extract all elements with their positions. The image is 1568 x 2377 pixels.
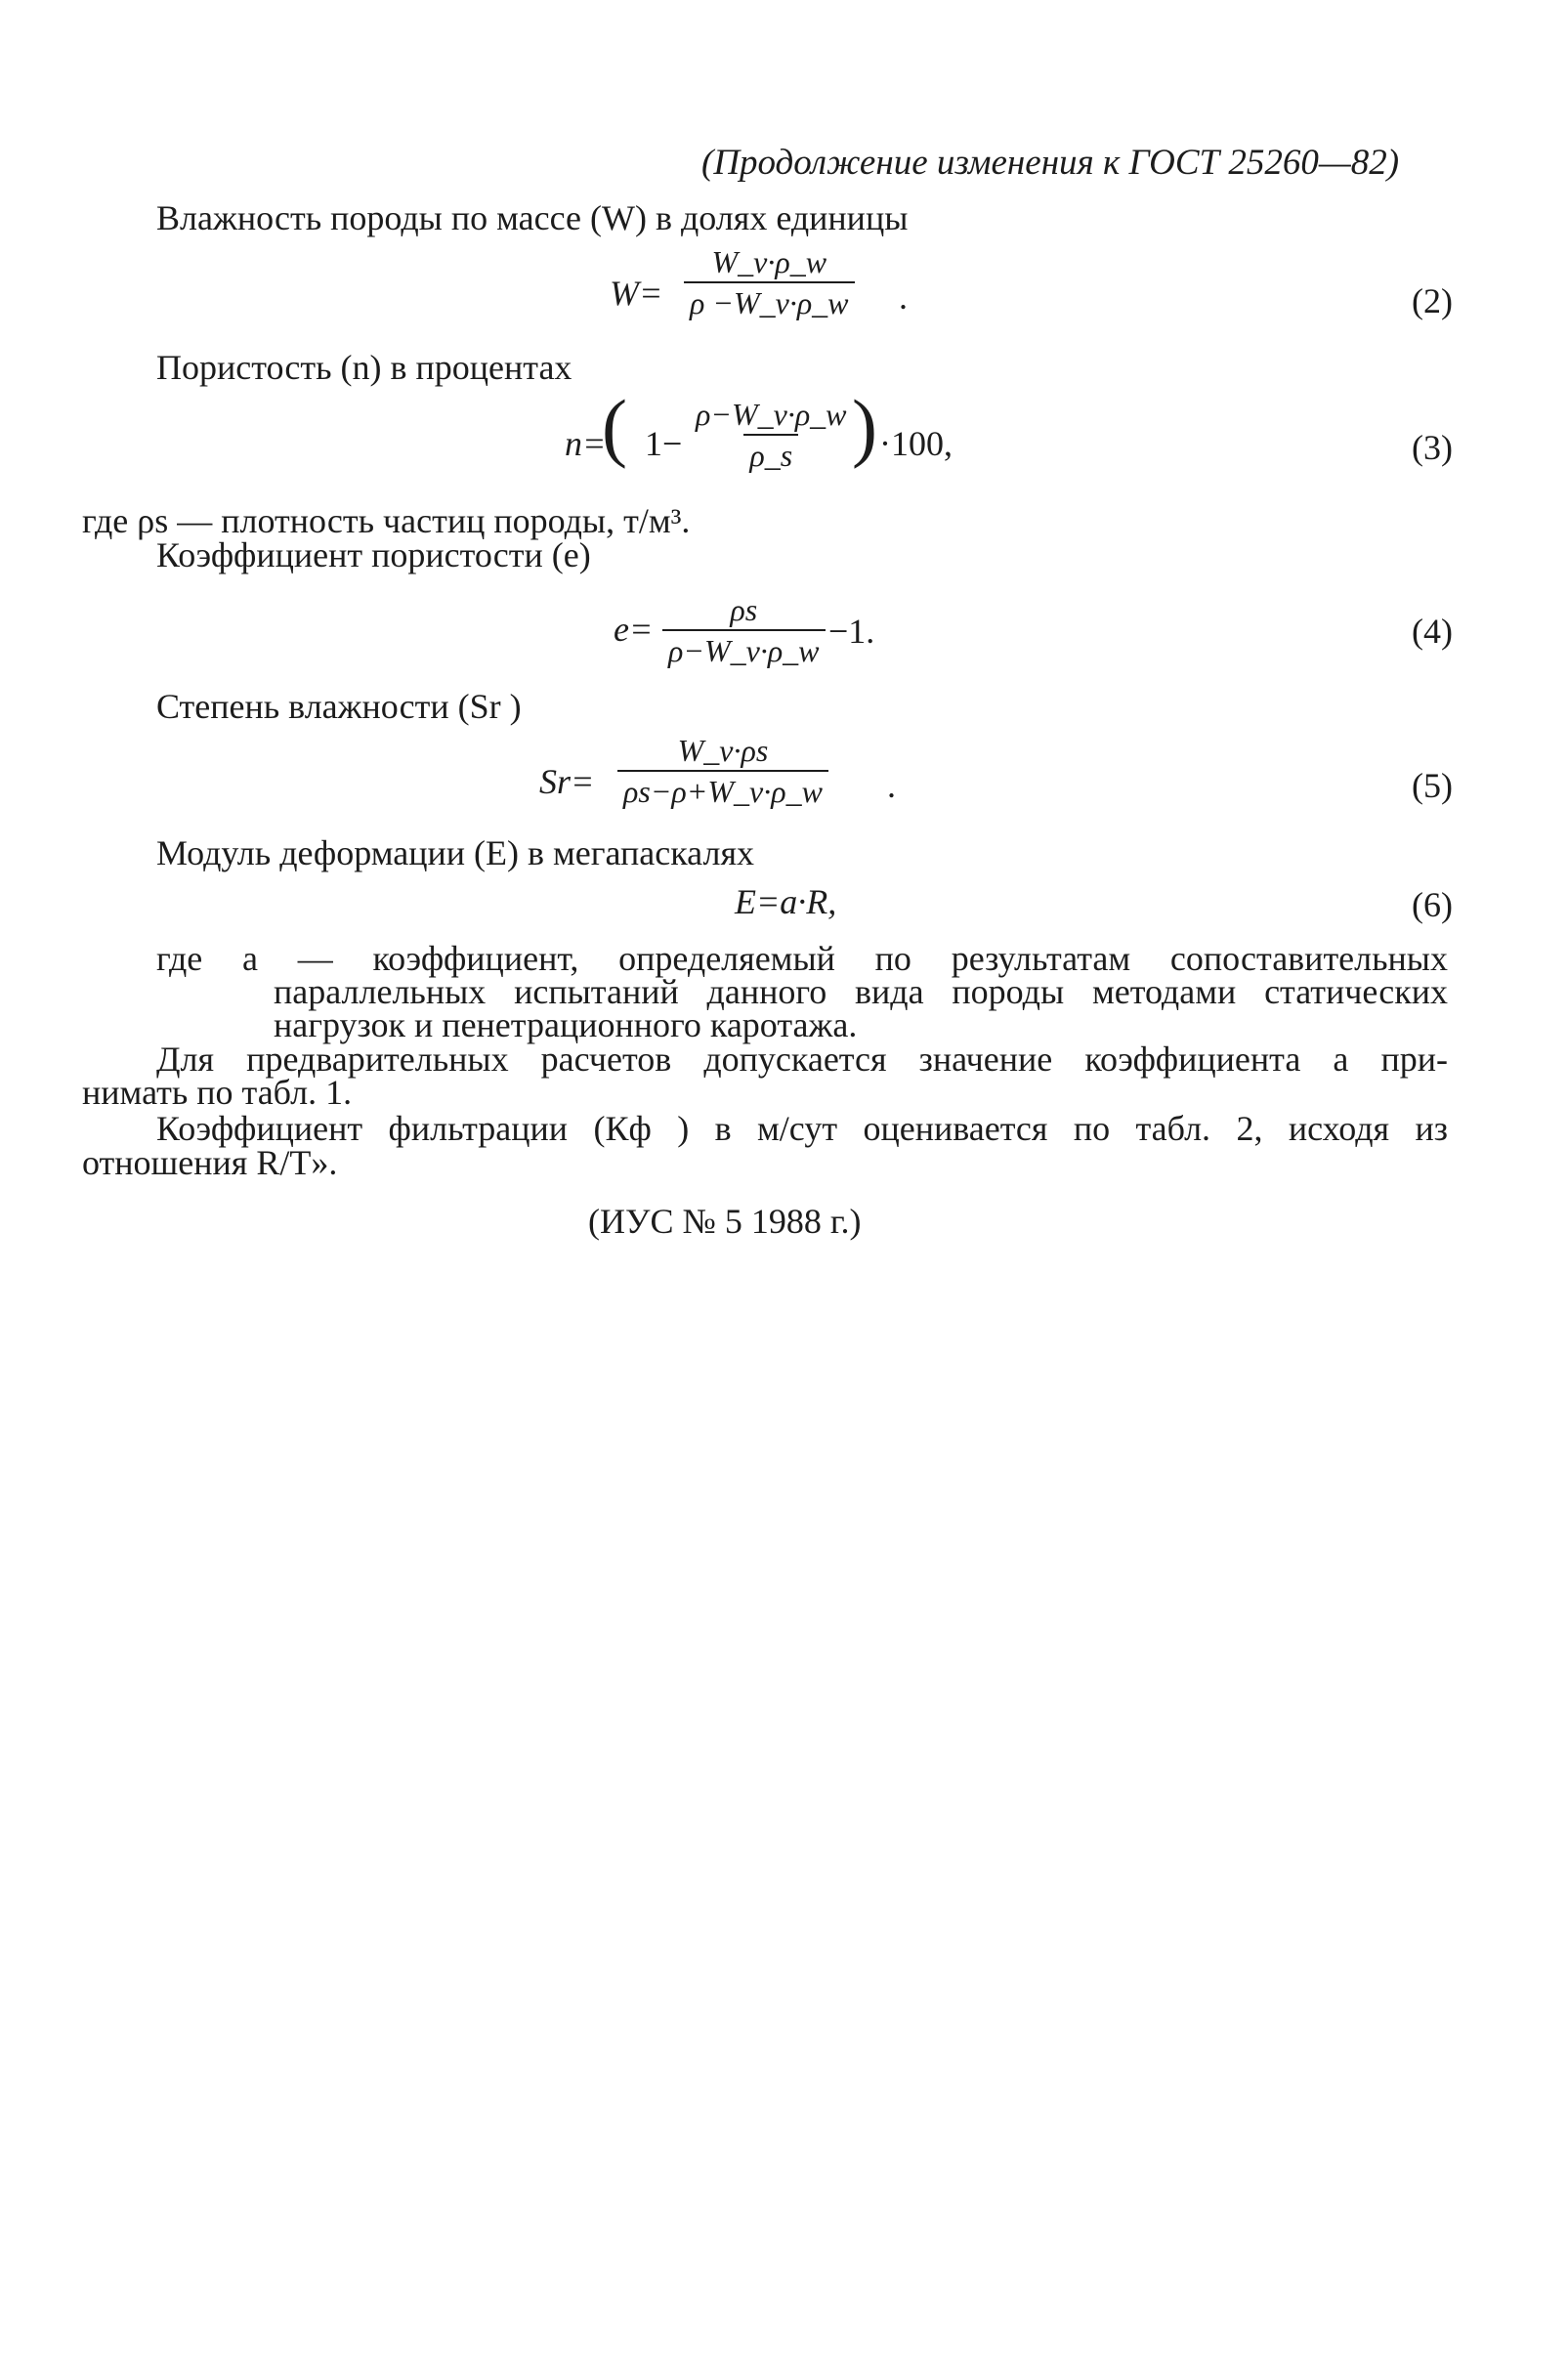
eq3-number: (3) [1412,428,1453,467]
eq4-tail: −1. [828,612,875,651]
paragraph-filtration-line-2: отношения R/T». [82,1143,338,1182]
paragraph-saturation: Степень влажности (Sr ) [156,687,522,726]
paragraph-porosity: Пористость (n) в процентах [156,348,572,387]
eq2-lhs: W= [610,274,663,313]
definition-a-line-3: нагрузок и пенетрационного каротажа. [274,1005,858,1044]
eq3-right-paren: ) [852,384,877,469]
eq2-denominator: ρ −W_v·ρ_w [684,281,855,318]
eq3-denominator: ρ_s [743,434,798,471]
definition-rho-s: где ρs — плотность частиц породы, т/м³. [82,501,691,540]
paragraph-moisture: Влажность породы по массе (W) в долях единицы [156,198,909,237]
definition-a-line-2: параллельных испытаний данного вида породы методами статических [274,972,1448,1011]
eq5-tail: . [887,766,896,805]
paragraph-void-ratio: Коэффициент пористости (e) [156,535,591,574]
eq4-lhs: e= [614,610,654,649]
eq3-numerator: ρ−W_v·ρ_w [696,397,847,432]
eq3-left-paren: ( [602,384,627,469]
eq5-lhs: Sr= [539,762,595,801]
eq4-number: (4) [1412,612,1453,651]
paragraph-preliminary-line-1: Для предварительных расчетов допускается значение коэффициента a при- [156,1040,1448,1079]
source-reference: (ИУС № 5 1988 г.) [588,1202,862,1241]
continuation-header: (Продолжение изменения к ГОСТ 25260—82) [701,143,1400,183]
eq2-numerator: W_v·ρ_w [711,244,827,279]
eq4-fraction [662,594,826,666]
eq5-numerator: W_v·ρs [677,733,769,768]
eq2-tail: . [899,277,908,317]
eq6-formula: E=a·R, [735,882,837,921]
paragraph-filtration-line-1: Коэффициент фильтрации (Кф ) в м/сут оценивается по табл. 2, исходя из [156,1109,1448,1148]
eq4-numerator: ρs [730,592,758,627]
eq5-fraction [617,735,828,807]
definition-a-line-1: где a — коэффициент, определяемый по результатам сопоставительных [156,939,1448,978]
eq5-number: (5) [1412,766,1453,805]
eq6-number: (6) [1412,885,1453,924]
eq3-fraction [690,399,853,471]
eq5-denominator: ρs−ρ+W_v·ρ_w [617,770,828,807]
paragraph-preliminary-line-2: нимать по табл. 1. [82,1073,353,1112]
paragraph-modulus: Модуль деформации (E) в мегапаскалях [156,833,754,872]
eq3-lhs: n= [565,424,607,463]
eq2-fraction [684,246,855,318]
eq3-tail: ·100, [879,424,953,463]
eq2-number: (2) [1412,281,1453,320]
eq4-denominator: ρ−W_v·ρ_w [662,629,826,666]
eq3-one: 1− [645,424,683,463]
